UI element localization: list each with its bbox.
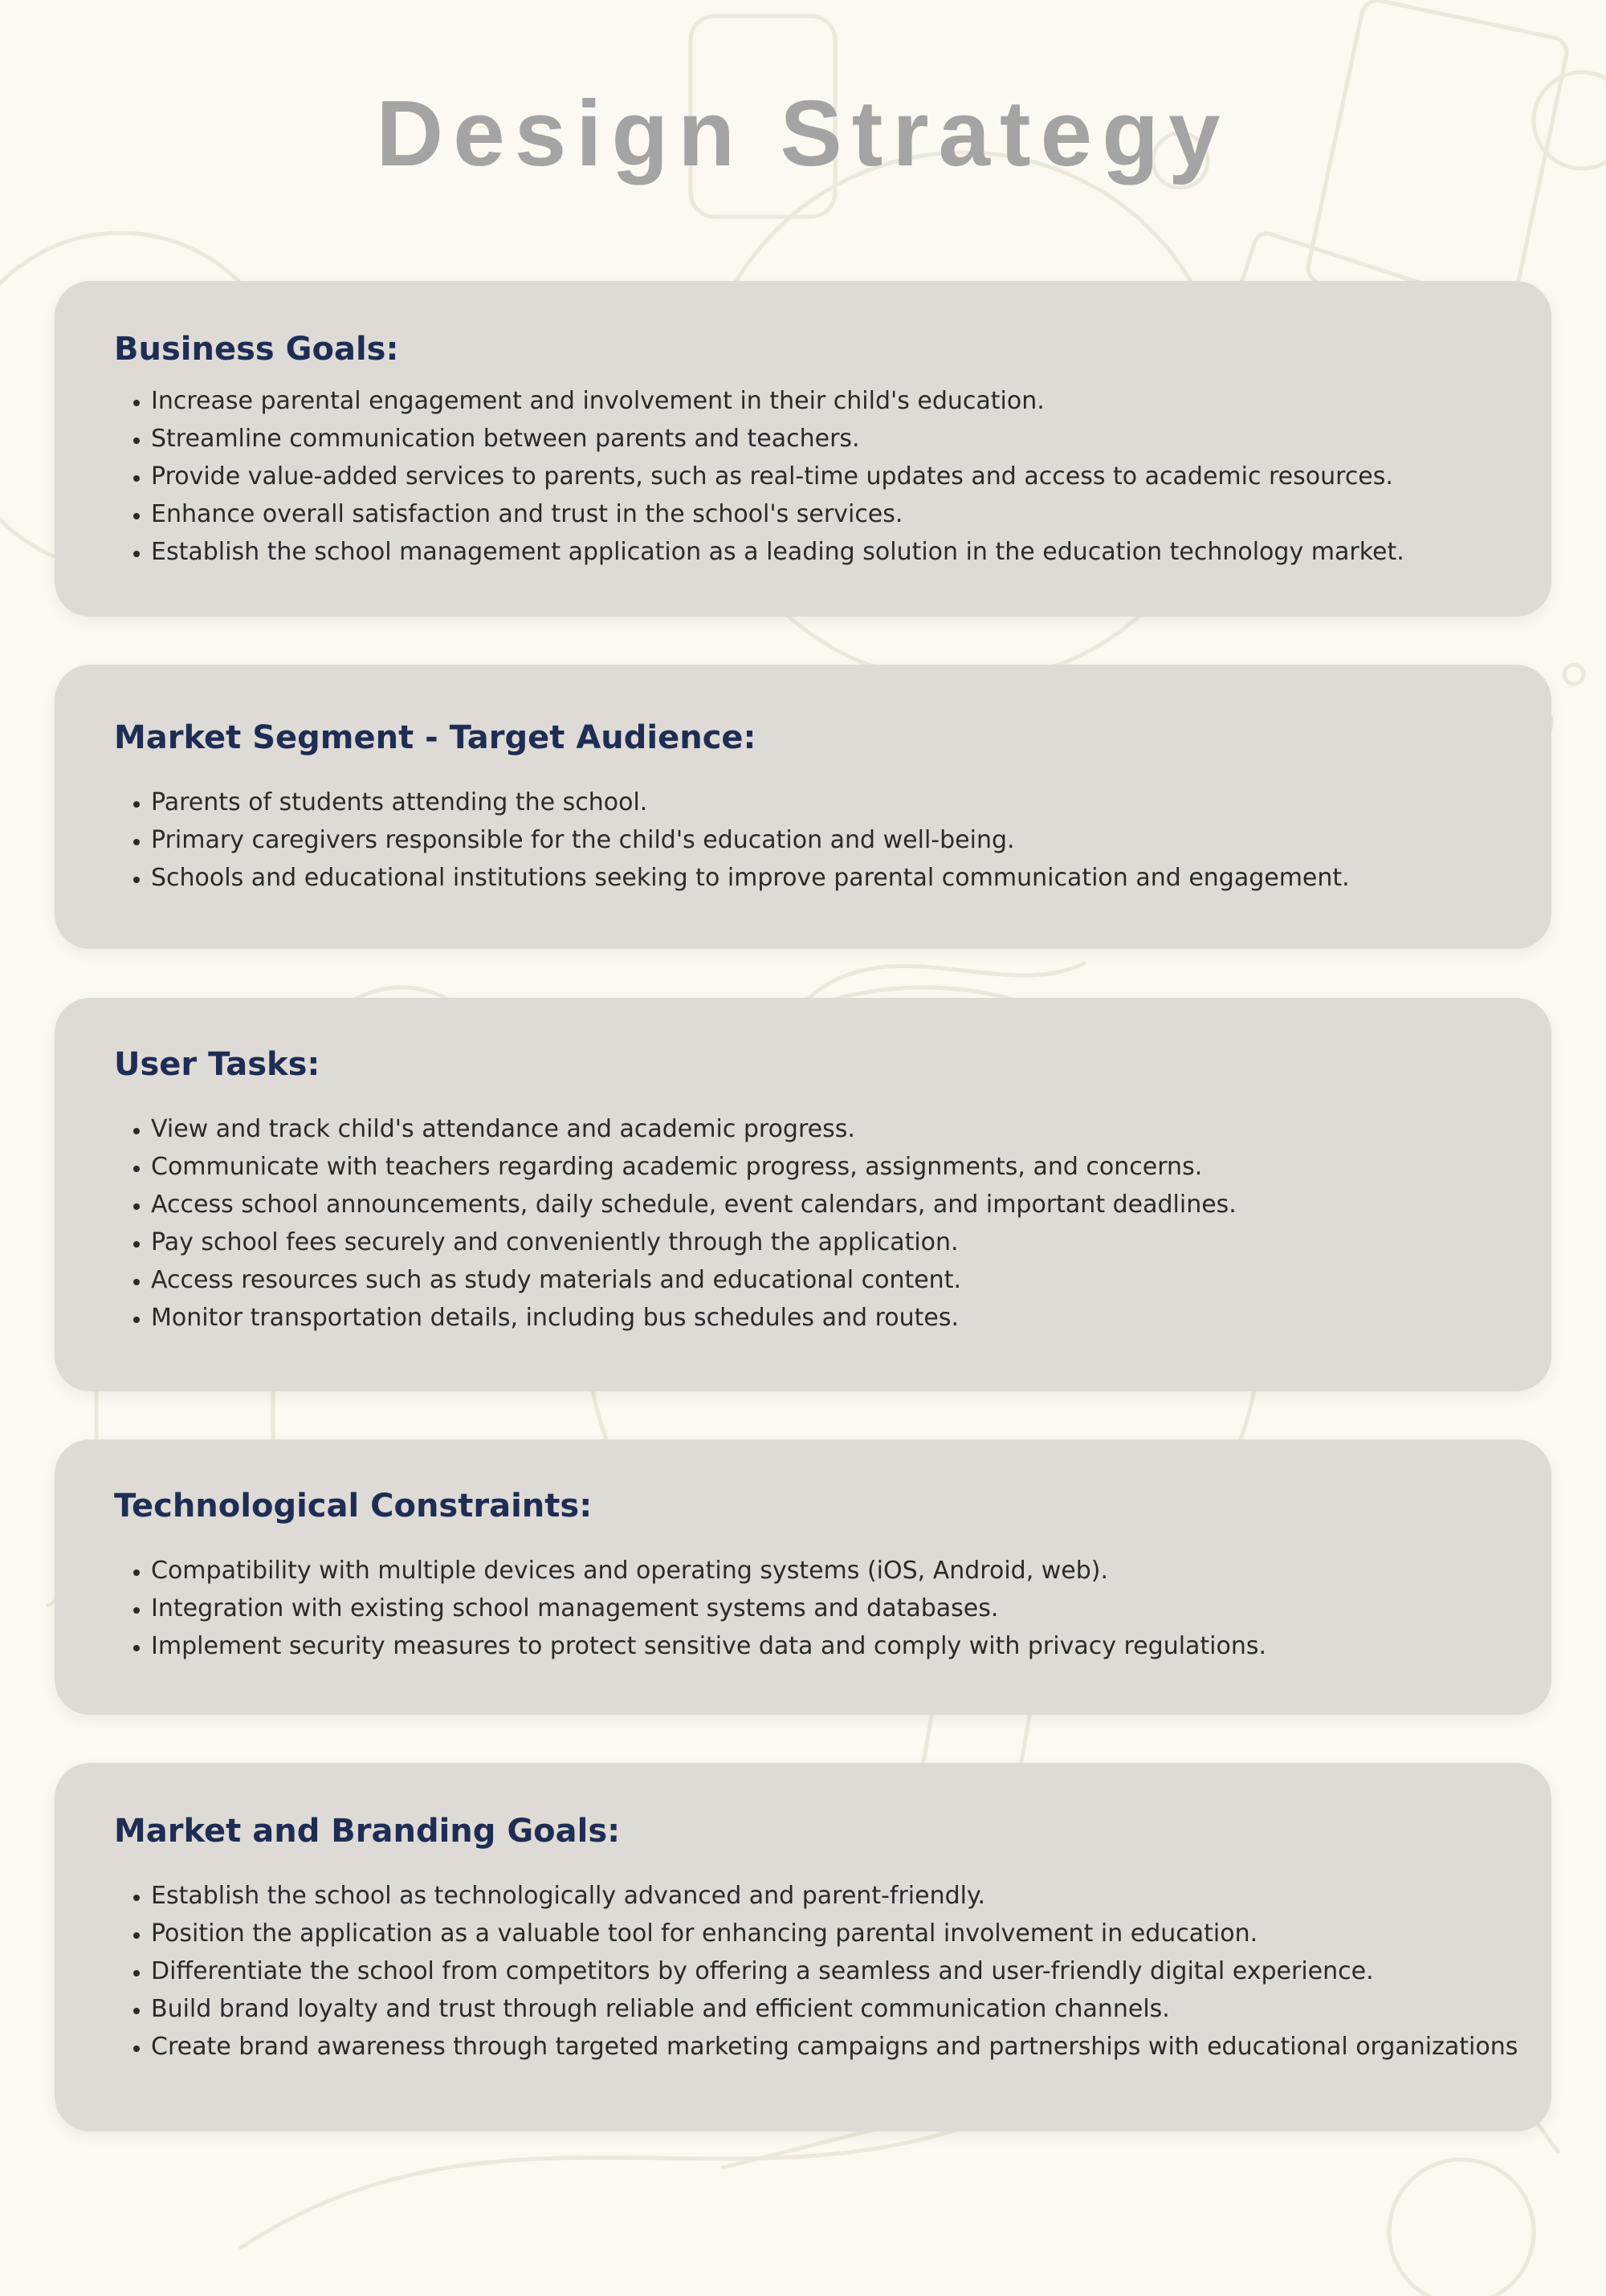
page-title: Design Strategy — [376, 81, 1230, 185]
section-title: Technological Constraints: — [114, 1488, 593, 1525]
section-business-goals — [55, 281, 1551, 617]
business-goals-list — [114, 382, 1404, 571]
list-item: • Pay school fees securely and conveniently through the application. — [151, 1223, 1237, 1261]
list-item: • Differentiate the school from competitors by offering a seamless and user-friendly digital experience. — [151, 1952, 1518, 1990]
section-market-branding-goals — [55, 1763, 1551, 2131]
list-item: • Schools and educational institutions seeking to improve parental communication and engagement. — [151, 859, 1350, 897]
section-title: Business Goals: — [114, 331, 399, 368]
list-item: • Position the application as a valuable tool for enhancing parental involvement in education. — [151, 1915, 1518, 1952]
user-tasks-list — [114, 1110, 1237, 1337]
list-item: • Streamline communication between parents and teachers. — [151, 420, 1404, 458]
list-item: • Implement security measures to protect sensitive data and comply with privacy regulations. — [151, 1627, 1266, 1665]
list-item: • Integration with existing school management systems and databases. — [151, 1590, 1266, 1627]
list-item: • Provide value-added services to parents, such as real-time updates and access to academic resources. — [151, 458, 1404, 495]
section-title: Market and Branding Goals: — [114, 1813, 621, 1850]
technological-constraints-list — [114, 1552, 1266, 1665]
list-item: • Communicate with teachers regarding academic progress, assignments, and concerns. — [151, 1148, 1237, 1186]
list-item: • Build brand loyalty and trust through reliable and efficient communication channels. — [151, 1990, 1518, 2028]
list-item: • Primary caregivers responsible for the child's education and well-being. — [151, 821, 1350, 859]
list-item: • Monitor transportation details, including bus schedules and routes. — [151, 1299, 1237, 1337]
list-item: • Access school announcements, daily schedule, event calendars, and important deadlines. — [151, 1186, 1237, 1223]
list-item: • Parents of students attending the school. — [151, 784, 1350, 821]
section-technological-constraints — [55, 1439, 1551, 1715]
section-market-segment — [55, 665, 1551, 949]
list-item: • Increase parental engagement and involvement in their child's education. — [151, 382, 1404, 420]
list-item: • View and track child's attendance and academic progress. — [151, 1110, 1237, 1148]
list-item: • Establish the school management application as a leading solution in the education technology market. — [151, 533, 1404, 571]
market-segment-list — [114, 784, 1350, 897]
list-item: • Compatibility with multiple devices and operating systems (iOS, Android, web). — [151, 1552, 1266, 1590]
list-item: • Create brand awareness through targeted marketing campaigns and partnerships with educational organizations — [151, 2028, 1518, 2066]
market-branding-goals-list — [114, 1877, 1518, 2066]
section-title: Market Segment - Target Audience: — [114, 719, 756, 756]
section-title: User Tasks: — [114, 1046, 320, 1083]
section-user-tasks — [55, 998, 1551, 1391]
list-item: • Establish the school as technologically advanced and parent-friendly. — [151, 1877, 1518, 1915]
list-item: • Access resources such as study materials and educational content. — [151, 1261, 1237, 1299]
list-item: • Enhance overall satisfaction and trust in the school's services. — [151, 495, 1404, 533]
